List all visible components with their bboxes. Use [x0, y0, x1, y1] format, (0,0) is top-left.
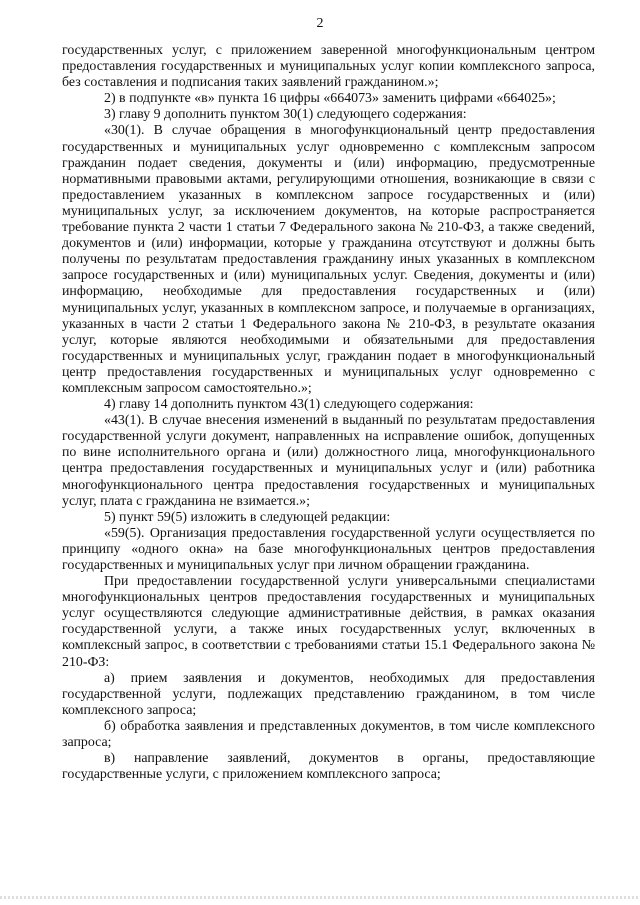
- document-body: [62, 43, 595, 783]
- paragraph-universal-specialists: При предоставлении государственной услуги универсальными специалистами многофункциональных центров предоставления государственных и муниципальных услуг осуществляются следующие административные действия, в рамках оказания государственной услуги, а также иных государственных услуг, включенных в комплексный запрос, в соответствии с требованиями статьи 15.1 Федерального закона № 210-ФЗ:: [62, 574, 595, 670]
- paragraph-subitem-v: в) направление заявлений, документов в органы, предоставляющие государственные услуги, с приложением комплексного запроса;: [62, 751, 595, 783]
- paragraph-clause-59-5: «59(5). Организация предоставления государственной услуги осуществляется по принципу «одного окна» на базе многофункциональных центров предоставления государственных и муниципальных услуг при личном обращении гражданина.: [62, 525, 595, 573]
- paragraph-item-2: 2) в подпункте «в» пункта 16 цифры «664073» заменить цифрами «664025»;: [104, 91, 556, 107]
- paragraph-subitem-b: б) обработка заявления и представленных документов, в том числе комплексного запроса;: [62, 718, 595, 751]
- paragraph-clause-43-1: «43(1). В случае внесения изменений в выданный по результатам предоставления государственной услуги документ, направленных на исправление ошибок, допущенных по вине исполнительного органа и (или) должностного лица, многофункционального центра предоставления государственных и муниципальных услуг и (или) работника многофункционального центра предоставления государственных и муниципальных услуг, плата с гражданина не взимается.»;: [62, 413, 595, 509]
- paragraph-clause-30-1: «30(1). В случае обращения в многофункциональный центр предоставления государственных и муниципальных услуг одновременно с комплексным запросом гражданин подает сведения, документы и (или) информацию, предусмотренные нормативными правовыми актами, регулирующими отношения, возникающие в связи с предоставлением указанных в комплексном запросе государственных и (или) муниципальных услуг, за исключением документов, на которые распространяется требование пункта 2 части 1 статьи 7 Федерального закона № 210-ФЗ, а также сведений, документов и (или) информации, которые у гражданина отсутствуют и должны быть получены по результатам предоставления гражданину иных указанных в комплексном запросе государственных и (или) муниципальных услуг. Сведения, документы и (или) информацию, необходимые для предоставления государственных и (или) муниципальных услуг, указанных в комплексном запросе, и получаемые в организациях, указанных в части 2 статьи 1 Федерального закона № 210-ФЗ, в результате оказания услуг, которые являются необходимыми и обязательными для предоставления государственных и муниципальных услуг, гражданин подает в многофункциональный центр предоставления государственных и муниципальных услуг одновременно с комплексным запросом самостоятельно.»;: [62, 123, 595, 396]
- paragraph-item-4: 4) главу 14 дополнить пунктом 43(1) следующего содержания:: [104, 397, 474, 413]
- paragraph-item-5: 5) пункт 59(5) изложить в следующей редакции:: [104, 509, 391, 525]
- paragraph-item-3: 3) главу 9 дополнить пунктом 30(1) следующего содержания:: [104, 107, 467, 123]
- paragraph-subitem-a: а) прием заявления и документов, необходимых для предоставления государственной услуги, подлежащих представлению гражданином, в том числе комплексного запроса;: [62, 670, 595, 718]
- scan-bottom-edge: [0, 896, 640, 899]
- page-number: 2: [316, 16, 324, 31]
- paragraph-continuation: государственных услуг, с приложением заверенной многофункциональным центром предоставления государственных и муниципальных услуг копии комплексного запроса, без составления и подписания таких заявлений гражданином.»;: [62, 43, 595, 91]
